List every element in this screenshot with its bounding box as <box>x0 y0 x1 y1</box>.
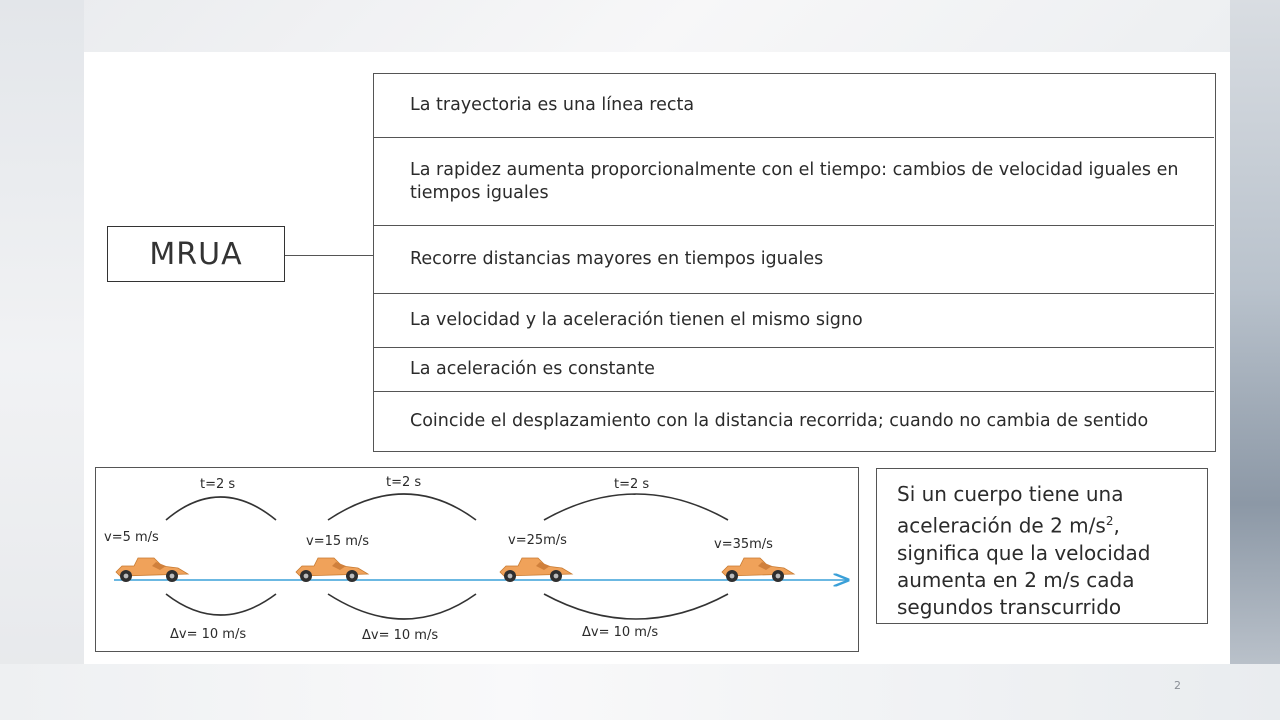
explanation-text-end: , significa que la velocidad aumenta en 2 m/s cada segundos transcurrido <box>897 513 1151 619</box>
velocity-label: v=25m/s <box>508 533 567 548</box>
race-car-icon <box>296 558 368 582</box>
time-arc <box>328 494 476 520</box>
mrua-label-box <box>107 226 285 282</box>
properties-list <box>373 73 1216 452</box>
motion-diagram <box>95 467 859 652</box>
property-item <box>374 392 1214 450</box>
delta-arc <box>544 594 728 619</box>
time-label: t=2 s <box>200 477 236 492</box>
time-arc <box>544 494 728 520</box>
race-car-icon <box>116 558 188 582</box>
background-bottom <box>0 664 1280 720</box>
property-item <box>374 294 1214 348</box>
property-item <box>374 74 1214 138</box>
property-item <box>374 348 1214 392</box>
background-left <box>0 0 84 720</box>
time-label: t=2 s <box>386 475 422 490</box>
property-text: La velocidad y la aceleración tienen el mismo signo <box>410 310 863 330</box>
motion-svg <box>96 468 858 651</box>
delta-arc <box>328 594 476 619</box>
property-item <box>374 226 1214 294</box>
explanation-text-start: Si un cuerpo tiene una aceleración de 2 m/s <box>897 482 1124 538</box>
race-car-icon <box>500 558 572 582</box>
mrua-label: MRUA <box>149 236 243 272</box>
velocity-label: v=5 m/s <box>104 530 159 545</box>
property-text: La aceleración es constante <box>410 359 655 379</box>
property-text: La rapidez aumenta proporcionalmente con el tiempo: cambios de velocidad iguales en tiempos iguales <box>410 159 1179 203</box>
time-label: t=2 s <box>614 477 650 492</box>
velocity-label: v=35m/s <box>714 537 773 552</box>
delta-velocity-label: Δv= 10 m/s <box>582 625 659 640</box>
delta-velocity-label: Δv= 10 m/s <box>170 627 247 642</box>
connector-line <box>285 255 374 256</box>
page-number: 2 <box>1174 679 1181 692</box>
race-car-icon <box>722 558 794 582</box>
property-text: Recorre distancias mayores en tiempos iguales <box>410 249 824 269</box>
velocity-label: v=15 m/s <box>306 534 370 549</box>
delta-arc <box>166 594 276 615</box>
property-text: Coincide el desplazamiento con la distancia recorrida; cuando no cambia de sentido <box>410 410 1149 431</box>
explanation-box <box>876 468 1208 624</box>
delta-velocity-label: Δv= 10 m/s <box>362 628 439 643</box>
property-text: La trayectoria es una línea recta <box>410 95 695 115</box>
explanation-superscript: 2 <box>1105 514 1114 528</box>
time-arc <box>166 497 276 520</box>
property-item <box>374 138 1214 226</box>
background-right <box>1230 0 1280 720</box>
